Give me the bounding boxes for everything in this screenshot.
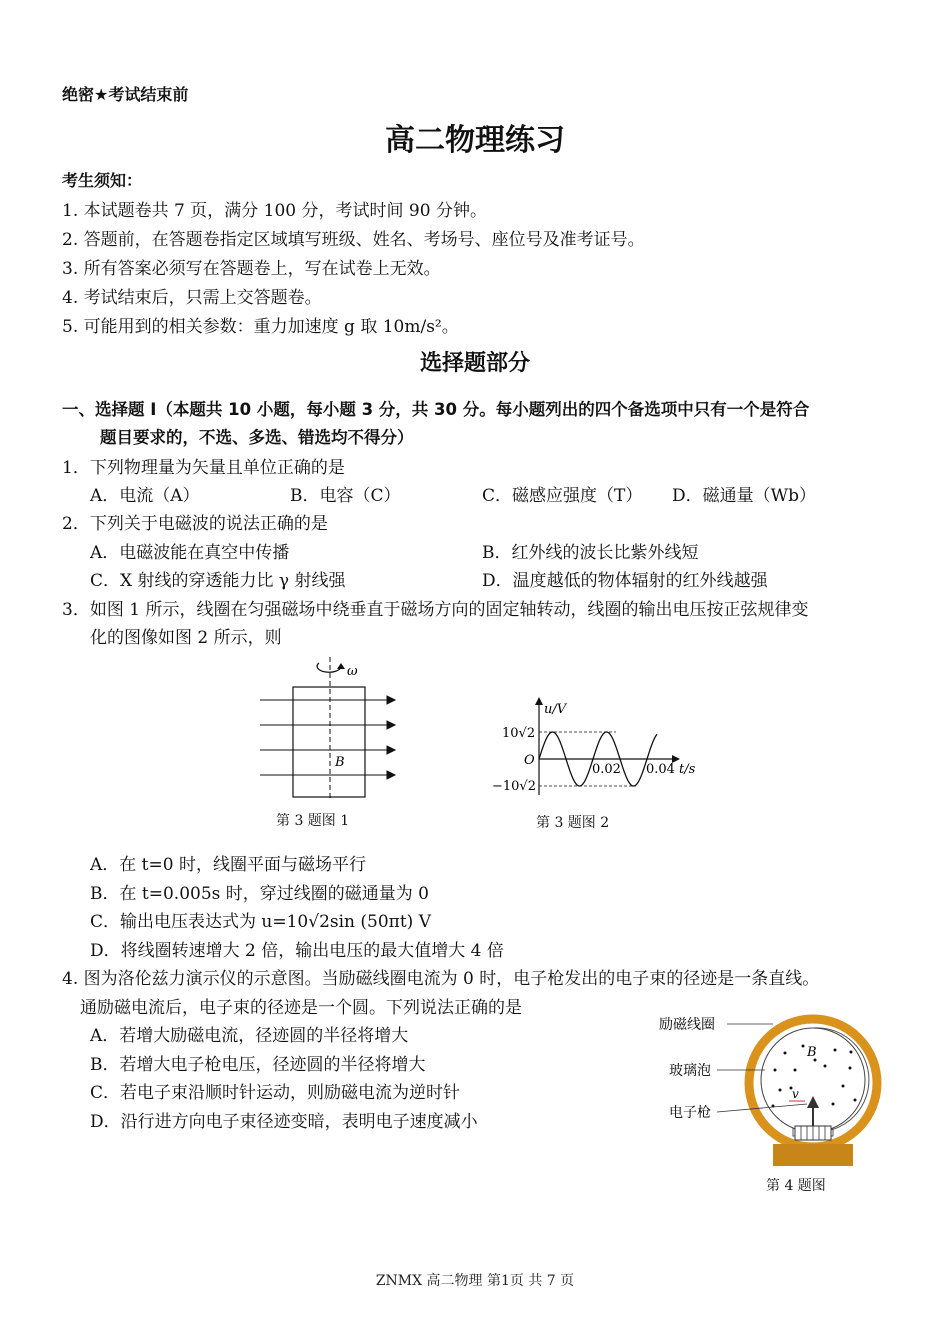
t-axis-label: t/s	[679, 762, 696, 777]
q4-stem-cont: 通励磁电流后，电子束的径迹是一个圆。下列说法正确的是	[80, 998, 522, 1018]
q3-figure-2	[488, 695, 713, 805]
q1-option-c: C．磁感应强度（T）	[482, 486, 643, 506]
q3-stem-cont: 化的图像如图 2 所示，则	[90, 628, 282, 648]
field-lines	[260, 696, 395, 779]
q4-option-a: A．若增大励磁电流，径迹圆的半径将增大	[90, 1026, 409, 1046]
notice-item: 2. 答题前，在答题卷指定区域填写班级、姓名、考场号、座位号及准考证号。	[62, 230, 645, 250]
q4-stem: 4. 图为洛伦兹力演示仪的示意图。当励磁线圈电流为 0 时，电子枪发出的电子束的径迹是一条直线。	[62, 969, 820, 989]
field-label: B	[807, 1045, 817, 1060]
q3-option-d: D．将线圈转速增大 2 倍，输出电压的最大值增大 4 倍	[90, 941, 504, 961]
q1-stem: 1．下列物理量为矢量且单位正确的是	[62, 458, 345, 478]
q4-option-b: B．若增大电子枪电压，径迹圆的半径将增大	[90, 1055, 426, 1075]
x-tick-2: 0.04	[646, 762, 675, 777]
q2-option-d: D．温度越低的物体辐射的红外线越强	[482, 571, 768, 591]
u-axis-arrow	[535, 697, 543, 705]
q2-option-b: B．红外线的波长比紫外线短	[482, 543, 699, 563]
velocity-label: v	[792, 1087, 799, 1101]
stand-base	[773, 1144, 853, 1166]
notice-item: 5. 可能用到的相关参数：重力加速度 g 取 10m/s²。	[62, 317, 459, 337]
part-heading-cont: 题目要求的，不选、多选、错选均不得分）	[100, 428, 414, 447]
q3-figure-2-caption: 第 3 题图 2	[536, 815, 610, 831]
q3-figure-1-caption: 第 3 题图 1	[276, 813, 350, 829]
section-title: 选择题部分	[419, 350, 530, 376]
q3-option-a: A．在 t=0 时，线圈平面与磁场平行	[90, 855, 366, 875]
q3-figure-1	[255, 655, 405, 805]
q1-option-d: D．磁通量（Wb）	[672, 486, 816, 506]
secret-label: 绝密★考试结束前	[62, 85, 189, 104]
field-label: B	[335, 755, 345, 770]
bulb-label: 玻璃泡	[669, 1063, 711, 1079]
notice-item: 1. 本试题卷共 7 页，满分 100 分，考试时间 90 分钟。	[62, 201, 487, 221]
page-title: 高二物理练习	[385, 123, 565, 158]
y-tick-top: 10√2	[502, 726, 536, 741]
q2-option-c: C．X 射线的穿透能力比 γ 射线强	[90, 571, 346, 591]
x-tick-1: 0.02	[592, 762, 621, 777]
q3-option-b: B．在 t=0.005s 时，穿过线圈的磁通量为 0	[90, 884, 429, 904]
page-footer: ZNMX 高二物理 第1页 共 7 页	[375, 1273, 575, 1289]
gun-label: 电子枪	[669, 1105, 711, 1121]
coil-label: 励磁线圈	[659, 1017, 715, 1033]
q4-option-c: C．若电子束沿顺时针运动，则励磁电流为逆时针	[90, 1083, 461, 1103]
notice-item: 4. 考试结束后，只需上交答题卷。	[62, 288, 322, 308]
rotation-arrow-icon	[317, 663, 341, 672]
q3-stem: 3．如图 1 所示，线圈在匀强磁场中绕垂直于磁场方向的固定轴转动，线圈的输出电压按正弦规律变	[62, 600, 809, 620]
q1-option-b: B．电容（C）	[290, 486, 401, 506]
origin-label: O	[524, 753, 535, 768]
notice-heading: 考生须知：	[62, 171, 143, 190]
q3-option-c: C．输出电压表达式为 u=10√2sin (50πt) V	[90, 912, 431, 932]
q1-option-a: A．电流（A）	[90, 486, 200, 506]
q4-figure-caption: 第 4 题图	[766, 1178, 826, 1194]
u-axis-label: u/V	[544, 702, 567, 717]
q2-stem: 2．下列关于电磁波的说法正确的是	[62, 514, 328, 534]
q4-figure	[655, 1008, 895, 1173]
q2-option-a: A．电磁波能在真空中传播	[90, 543, 290, 563]
omega-label: ω	[347, 664, 358, 679]
y-tick-bottom: −10√2	[492, 779, 536, 794]
part-heading: 一、选择题 I（本题共 10 小题，每小题 3 分，共 30 分。每小题列出的四个备选项中只有一个是符合	[62, 400, 810, 419]
q4-option-d: D．沿行进方向电子束径迹变暗，表明电子速度减小	[90, 1112, 478, 1132]
coil-rect	[293, 687, 365, 797]
notice-item: 3. 所有答案必须写在答题卷上，写在试卷上无效。	[62, 259, 441, 279]
rotation-arrowhead	[337, 663, 345, 669]
